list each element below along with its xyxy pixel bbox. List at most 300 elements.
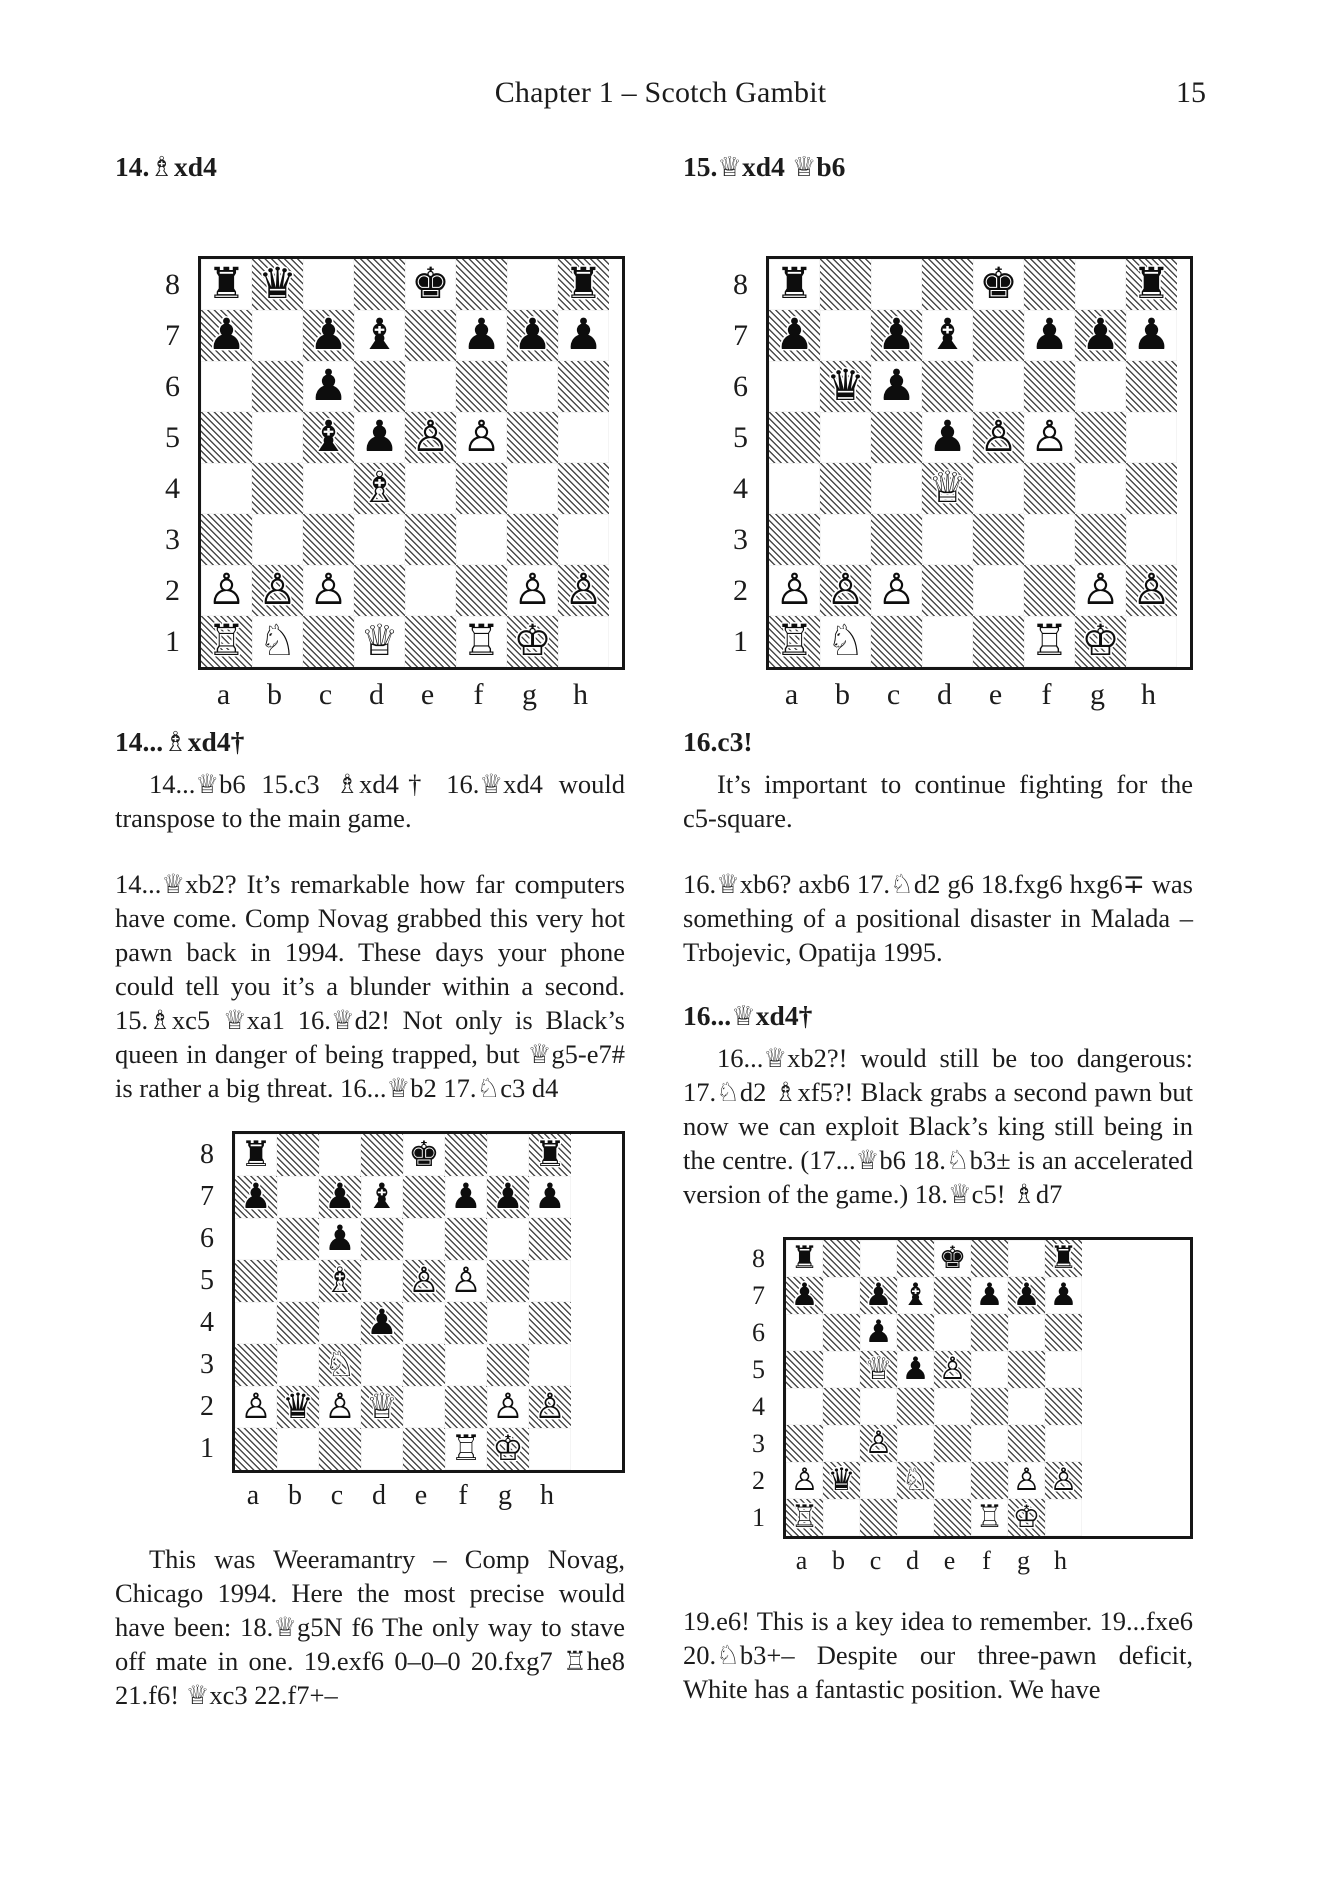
board-square xyxy=(934,1314,971,1351)
black-pawn-icon: ♟ xyxy=(207,310,246,360)
black-pawn-icon: ♟ xyxy=(928,412,967,462)
rank-label: 4 xyxy=(752,1391,765,1421)
board-square xyxy=(558,616,609,667)
black-pawn-icon: ♟ xyxy=(450,1176,482,1217)
file-label: g xyxy=(522,678,537,711)
board-square xyxy=(361,1134,403,1176)
board-square xyxy=(769,565,820,616)
board-square xyxy=(897,1314,934,1351)
board-square xyxy=(820,463,871,514)
board-square xyxy=(1045,1314,1082,1351)
board-square xyxy=(354,565,405,616)
board-square xyxy=(922,310,973,361)
white-pawn-icon: ♙ xyxy=(1049,1462,1078,1498)
board-square xyxy=(252,463,303,514)
black-king-icon: ♚ xyxy=(938,1240,967,1276)
board-square xyxy=(456,310,507,361)
chess-diagram-after-14bxd4 xyxy=(123,256,625,711)
black-rook-icon: ♜ xyxy=(775,259,814,309)
board-square xyxy=(860,1314,897,1351)
board-square xyxy=(354,259,405,310)
white-pawn-icon: ♙ xyxy=(408,1260,440,1301)
board-square xyxy=(361,1344,403,1386)
white-queen-icon: ♕ xyxy=(366,1386,398,1427)
board-square xyxy=(971,1277,1008,1314)
file-label: a xyxy=(216,678,231,711)
board-square xyxy=(934,1499,971,1536)
file-labels xyxy=(232,1481,625,1512)
board-square xyxy=(1008,1425,1045,1462)
white-pawn-icon: ♙ xyxy=(1081,565,1120,615)
board-square xyxy=(1126,565,1177,616)
paragraph-dangerous: 16...♕xb2?! would still be too dangerous: 17.♘d2 ♗xf5?! Black grabs a second pawn but now we can exploit Black’s king still being in the centre. (17...♕b6 18.♘b3± is an accelerated version of the game.) 18.♕c5! ♗d7 xyxy=(683,1043,1193,1209)
white-pawn-icon: ♙ xyxy=(1012,1462,1041,1498)
rank-label: 7 xyxy=(200,1181,214,1212)
board-square xyxy=(1075,361,1126,412)
black-pawn-icon: ♟ xyxy=(877,361,916,411)
white-rook-icon: ♖ xyxy=(207,616,246,666)
rank-label: 6 xyxy=(733,369,748,403)
board-square xyxy=(973,361,1024,412)
board-square xyxy=(1045,1351,1082,1388)
file-label: g xyxy=(498,1480,512,1511)
board-square xyxy=(319,1218,361,1260)
board-square xyxy=(922,565,973,616)
file-label: c xyxy=(330,1480,344,1511)
board-square xyxy=(934,1277,971,1314)
file-label: e xyxy=(420,678,435,711)
board-square xyxy=(507,463,558,514)
board-square xyxy=(897,1351,934,1388)
file-label: e xyxy=(414,1480,428,1511)
black-pawn-icon: ♟ xyxy=(360,412,399,462)
board-square xyxy=(456,514,507,565)
chess-diagram-after-18bd7 xyxy=(727,1237,1193,1576)
board-square xyxy=(1045,1425,1082,1462)
board-square xyxy=(1126,310,1177,361)
board-square xyxy=(354,361,405,412)
board-square xyxy=(303,412,354,463)
white-queen-icon: ♕ xyxy=(928,463,967,513)
rank-label: 2 xyxy=(165,573,180,607)
black-pawn-icon: ♟ xyxy=(1049,1277,1078,1313)
board-square xyxy=(252,514,303,565)
white-pawn-icon: ♙ xyxy=(258,565,297,615)
board-square xyxy=(973,310,1024,361)
paragraph-c5-square: It’s important to continue fighting for the c5-square. xyxy=(683,769,1193,833)
black-pawn-icon: ♟ xyxy=(775,310,814,360)
move-heading-16-c3: 16.c3! xyxy=(683,726,753,757)
board-square xyxy=(971,1351,1008,1388)
board-square xyxy=(558,565,609,616)
white-pawn-icon: ♙ xyxy=(938,1351,967,1387)
chess-board xyxy=(766,256,1193,670)
board-square xyxy=(487,1260,529,1302)
board-square xyxy=(361,1428,403,1470)
black-queen-icon: ♛ xyxy=(258,259,297,309)
white-knight-icon: ♘ xyxy=(258,616,297,666)
black-rook-icon: ♜ xyxy=(240,1134,272,1175)
black-pawn-icon: ♟ xyxy=(324,1218,356,1259)
white-pawn-icon: ♙ xyxy=(207,565,246,615)
board-square xyxy=(277,1302,319,1344)
board-square xyxy=(558,514,609,565)
black-bishop-icon: ♝ xyxy=(309,412,348,462)
board-square xyxy=(361,1218,403,1260)
black-pawn-icon: ♟ xyxy=(309,310,348,360)
paragraph-malada: 16.♕xb6? axb6 17.♘d2 g6 18.fxg6 hxg6∓ was something of a positional disaster in Malada – Trbojevic, Opatija 1995. xyxy=(683,869,1193,967)
black-pawn-icon: ♟ xyxy=(324,1176,356,1217)
board-square xyxy=(860,1462,897,1499)
board-square xyxy=(403,1344,445,1386)
board-square xyxy=(971,1388,1008,1425)
black-king-icon: ♚ xyxy=(411,259,450,309)
board-square xyxy=(973,616,1024,667)
file-label: g xyxy=(1017,1546,1030,1575)
board-square xyxy=(897,1462,934,1499)
board-square xyxy=(529,1302,571,1344)
board-square xyxy=(1024,514,1075,565)
board-square xyxy=(277,1428,319,1470)
file-label: g xyxy=(1090,678,1105,711)
black-pawn-icon: ♟ xyxy=(240,1176,272,1217)
black-rook-icon: ♜ xyxy=(1049,1240,1078,1276)
board-square xyxy=(319,1344,361,1386)
board-square xyxy=(445,1176,487,1218)
board-square xyxy=(303,463,354,514)
board-square xyxy=(1024,412,1075,463)
page-number: 15 xyxy=(1176,76,1206,109)
file-label: h xyxy=(573,678,588,711)
board-square xyxy=(973,565,1024,616)
file-label: b xyxy=(835,678,850,711)
board-square xyxy=(1008,1462,1045,1499)
board-square xyxy=(786,1314,823,1351)
file-label: e xyxy=(988,678,1003,711)
board-square xyxy=(252,565,303,616)
board-square xyxy=(860,1351,897,1388)
file-label: f xyxy=(473,678,484,711)
board-square xyxy=(823,1388,860,1425)
board-square xyxy=(319,1134,361,1176)
board-square xyxy=(860,1425,897,1462)
black-pawn-icon: ♟ xyxy=(1012,1277,1041,1313)
white-pawn-icon: ♙ xyxy=(979,412,1018,462)
board-square xyxy=(405,514,456,565)
board-square xyxy=(487,1302,529,1344)
board-square xyxy=(277,1134,319,1176)
file-label: f xyxy=(982,1546,991,1575)
board-square xyxy=(934,1388,971,1425)
board-square xyxy=(971,1499,1008,1536)
file-labels xyxy=(766,678,1193,711)
board-square xyxy=(971,1425,1008,1462)
board-square xyxy=(1008,1240,1045,1277)
board-square xyxy=(820,514,871,565)
white-king-icon: ♔ xyxy=(492,1428,524,1469)
file-label: a xyxy=(784,678,799,711)
black-queen-icon: ♛ xyxy=(827,1462,856,1498)
board-square xyxy=(529,1344,571,1386)
black-pawn-icon: ♟ xyxy=(513,310,552,360)
diagram-grid xyxy=(157,1131,625,1473)
board-square xyxy=(769,616,820,667)
board-square xyxy=(823,1277,860,1314)
board-square xyxy=(354,412,405,463)
black-pawn-icon: ♟ xyxy=(1132,310,1171,360)
board-square xyxy=(361,1302,403,1344)
board-square xyxy=(823,1425,860,1462)
board-square xyxy=(1024,259,1075,310)
rank-label: 4 xyxy=(165,471,180,505)
white-knight-icon: ♘ xyxy=(901,1462,930,1498)
board-square xyxy=(922,412,973,463)
board-square xyxy=(456,616,507,667)
file-label: c xyxy=(869,1546,882,1575)
black-bishop-icon: ♝ xyxy=(928,310,967,360)
board-square xyxy=(769,361,820,412)
rank-label: 3 xyxy=(165,522,180,556)
white-pawn-icon: ♙ xyxy=(1030,412,1069,462)
rank-label: 7 xyxy=(733,318,748,352)
board-square xyxy=(860,1388,897,1425)
board-square xyxy=(1008,1351,1045,1388)
white-pawn-icon: ♙ xyxy=(309,565,348,615)
move-heading-15-qxd4-qb6: 15.♕xd4 ♕b6 xyxy=(683,151,846,182)
board-square xyxy=(252,310,303,361)
board-square xyxy=(871,412,922,463)
left-column xyxy=(115,140,625,1712)
board-square xyxy=(820,616,871,667)
rank-label: 1 xyxy=(200,1433,214,1464)
text-columns xyxy=(115,140,1193,1712)
board-square xyxy=(786,1277,823,1314)
board-square xyxy=(456,361,507,412)
white-queen-icon: ♕ xyxy=(360,616,399,666)
board-square xyxy=(1045,1388,1082,1425)
white-rook-icon: ♖ xyxy=(1030,616,1069,666)
board-square xyxy=(201,565,252,616)
board-square xyxy=(252,412,303,463)
white-pawn-icon: ♙ xyxy=(513,565,552,615)
file-label: h xyxy=(1141,678,1156,711)
black-bishop-icon: ♝ xyxy=(366,1176,398,1217)
rank-label: 1 xyxy=(733,624,748,658)
file-label: c xyxy=(318,678,333,711)
board-square xyxy=(277,1344,319,1386)
board-square xyxy=(403,1134,445,1176)
board-square xyxy=(1045,1240,1082,1277)
board-square xyxy=(252,259,303,310)
rank-label: 5 xyxy=(752,1354,765,1384)
white-pawn-icon: ♙ xyxy=(240,1386,272,1427)
board-square xyxy=(201,310,252,361)
board-square xyxy=(445,1134,487,1176)
file-labels xyxy=(783,1547,1193,1576)
board-square xyxy=(1126,361,1177,412)
board-square xyxy=(487,1218,529,1260)
black-pawn-icon: ♟ xyxy=(901,1351,930,1387)
board-square xyxy=(201,361,252,412)
board-square xyxy=(1008,1388,1045,1425)
rank-label: 8 xyxy=(200,1139,214,1170)
rank-label: 4 xyxy=(200,1307,214,1338)
black-pawn-icon: ♟ xyxy=(564,310,603,360)
white-pawn-icon: ♙ xyxy=(411,412,450,462)
board-square xyxy=(820,310,871,361)
rank-label: 5 xyxy=(165,420,180,454)
right-column xyxy=(683,140,1193,1712)
white-rook-icon: ♖ xyxy=(790,1499,819,1535)
black-pawn-icon: ♟ xyxy=(864,1314,893,1350)
board-square xyxy=(201,412,252,463)
board-square xyxy=(456,259,507,310)
rank-label: 6 xyxy=(752,1317,765,1347)
file-label: b xyxy=(288,1480,302,1511)
black-king-icon: ♚ xyxy=(979,259,1018,309)
white-pawn-icon: ♙ xyxy=(877,565,916,615)
board-square xyxy=(319,1260,361,1302)
white-pawn-icon: ♙ xyxy=(775,565,814,615)
board-square xyxy=(1045,1499,1082,1536)
board-square xyxy=(871,514,922,565)
rank-label: 6 xyxy=(200,1223,214,1254)
move-heading-14-bxd4-check: 14...♗xd4† xyxy=(115,726,245,757)
paragraph-e6-idea: 19.e6! This is a key idea to remember. 19...fxe6 20.♘b3+– Despite our three-pawn deficit, White has a fantastic position. We have xyxy=(683,1605,1193,1704)
board-square xyxy=(319,1302,361,1344)
board-square xyxy=(252,361,303,412)
board-square xyxy=(1126,616,1177,667)
board-square xyxy=(403,1302,445,1344)
board-square xyxy=(201,616,252,667)
board-square xyxy=(201,463,252,514)
white-pawn-icon: ♙ xyxy=(534,1386,566,1427)
board-square xyxy=(529,1260,571,1302)
move-heading-14-bxd4: 14.♗xd4 xyxy=(115,151,217,182)
board-square xyxy=(303,565,354,616)
board-square xyxy=(456,412,507,463)
board-square xyxy=(405,361,456,412)
board-square xyxy=(860,1277,897,1314)
file-label: a xyxy=(795,1546,808,1575)
board-square xyxy=(235,1302,277,1344)
black-rook-icon: ♜ xyxy=(790,1240,819,1276)
board-square xyxy=(786,1351,823,1388)
board-square xyxy=(252,616,303,667)
board-square xyxy=(786,1462,823,1499)
board-square xyxy=(973,412,1024,463)
board-square xyxy=(201,259,252,310)
board-square xyxy=(529,1218,571,1260)
board-square xyxy=(971,1462,1008,1499)
board-square xyxy=(303,310,354,361)
board-square xyxy=(820,259,871,310)
board-square xyxy=(786,1240,823,1277)
board-square xyxy=(973,514,1024,565)
board-square xyxy=(235,1134,277,1176)
board-square xyxy=(871,565,922,616)
board-square xyxy=(445,1428,487,1470)
board-square xyxy=(922,514,973,565)
board-square xyxy=(1008,1499,1045,1536)
board-square xyxy=(823,1351,860,1388)
board-square xyxy=(934,1425,971,1462)
paragraph-transpose: 14...♕b6 15.c3 ♗xd4† 16.♕xd4 would transpose to the main game. xyxy=(115,769,625,833)
board-square xyxy=(354,514,405,565)
board-square xyxy=(769,310,820,361)
black-pawn-icon: ♟ xyxy=(534,1176,566,1217)
board-square xyxy=(529,1134,571,1176)
board-square xyxy=(1008,1314,1045,1351)
white-pawn-icon: ♙ xyxy=(492,1386,524,1427)
board-square xyxy=(303,259,354,310)
black-pawn-icon: ♟ xyxy=(462,310,501,360)
black-king-icon: ♚ xyxy=(408,1134,440,1175)
black-bishop-icon: ♝ xyxy=(360,310,399,360)
black-pawn-icon: ♟ xyxy=(366,1302,398,1343)
board-square xyxy=(235,1344,277,1386)
running-head xyxy=(115,76,1206,116)
black-rook-icon: ♜ xyxy=(207,259,246,309)
board-square xyxy=(973,259,1024,310)
board-square xyxy=(507,514,558,565)
board-square xyxy=(361,1386,403,1428)
chess-board xyxy=(198,256,625,670)
board-square xyxy=(405,565,456,616)
file-label: c xyxy=(886,678,901,711)
board-square xyxy=(820,361,871,412)
black-rook-icon: ♜ xyxy=(534,1134,566,1175)
board-square xyxy=(361,1176,403,1218)
rank-label: 6 xyxy=(165,369,180,403)
board-square xyxy=(277,1386,319,1428)
black-queen-icon: ♛ xyxy=(282,1386,314,1427)
board-square xyxy=(897,1388,934,1425)
board-square xyxy=(445,1218,487,1260)
board-square xyxy=(445,1386,487,1428)
diagram-grid xyxy=(727,1237,1193,1539)
board-square xyxy=(1024,616,1075,667)
board-square xyxy=(487,1344,529,1386)
board-square xyxy=(303,361,354,412)
board-square xyxy=(277,1176,319,1218)
white-pawn-icon: ♙ xyxy=(826,565,865,615)
board-square xyxy=(303,514,354,565)
white-pawn-icon: ♙ xyxy=(564,565,603,615)
file-label: f xyxy=(458,1480,468,1511)
board-square xyxy=(354,463,405,514)
rank-label: 2 xyxy=(752,1465,765,1495)
board-square xyxy=(871,361,922,412)
black-pawn-icon: ♟ xyxy=(492,1176,524,1217)
board-square xyxy=(507,310,558,361)
chapter-title: Chapter 1 – Scotch Gambit xyxy=(494,76,827,109)
board-square xyxy=(823,1314,860,1351)
board-square xyxy=(1024,361,1075,412)
board-square xyxy=(507,361,558,412)
white-king-icon: ♔ xyxy=(513,616,552,666)
board-square xyxy=(445,1260,487,1302)
board-square xyxy=(403,1176,445,1218)
board-square xyxy=(354,616,405,667)
chess-diagram-weeramantry xyxy=(157,1131,625,1512)
board-square xyxy=(769,259,820,310)
white-king-icon: ♔ xyxy=(1012,1499,1041,1535)
white-knight-icon: ♘ xyxy=(826,616,865,666)
board-square xyxy=(445,1344,487,1386)
board-square xyxy=(769,463,820,514)
board-square xyxy=(934,1240,971,1277)
